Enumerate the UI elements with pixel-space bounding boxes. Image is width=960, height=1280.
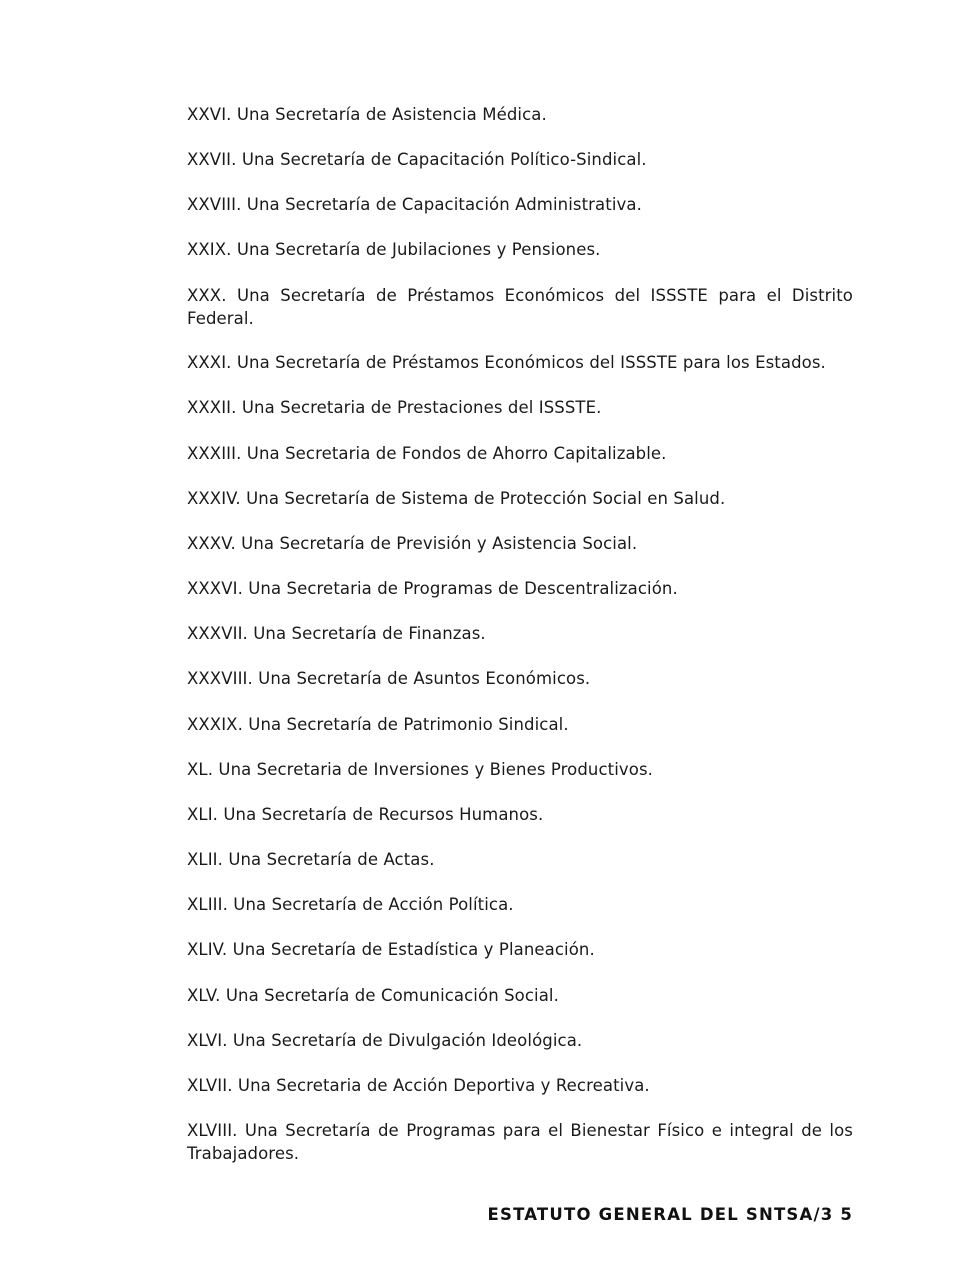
- list-item: XXXIX. Una Secretaría de Patrimonio Sindical.: [187, 715, 569, 734]
- page-footer: ESTATUTO GENERAL DEL SNTSA/3 5: [487, 1205, 853, 1224]
- list-item: XXXV. Una Secretaría de Previsión y Asistencia Social.: [187, 534, 638, 553]
- list-item: XLIV. Una Secretaría de Estadística y Planeación.: [187, 940, 595, 959]
- list-item: XXVIII. Una Secretaría de Capacitación Administrativa.: [187, 195, 642, 214]
- list-item: XXXIII. Una Secretaria de Fondos de Ahorro Capitalizable.: [187, 444, 667, 463]
- list-item: XXX. Una Secretaría de Préstamos Económicos del ISSSTE para el Distrito Federal.: [187, 286, 853, 328]
- list-item: XXIX. Una Secretaría de Jubilaciones y Pensiones.: [187, 240, 601, 259]
- list-item: XLVIII. Una Secretaría de Programas para el Bienestar Físico e integral de los Trabajadores.: [187, 1121, 853, 1163]
- list-item: XXXI. Una Secretaría de Préstamos Económicos del ISSSTE para los Estados.: [187, 353, 826, 372]
- list-item: XXXVIII. Una Secretaría de Asuntos Económicos.: [187, 669, 591, 688]
- list-item: XLIII. Una Secretaría de Acción Política.: [187, 895, 514, 914]
- list-item: XXVI. Una Secretaría de Asistencia Médica.: [187, 105, 547, 124]
- list-item: XLII. Una Secretaría de Actas.: [187, 850, 435, 869]
- list-item: XXXII. Una Secretaria de Prestaciones del ISSSTE.: [187, 398, 602, 417]
- list-item: XLV. Una Secretaría de Comunicación Social.: [187, 986, 559, 1005]
- list-item: XL. Una Secretaria de Inversiones y Bienes Productivos.: [187, 760, 654, 779]
- list-item: XLVI. Una Secretaría de Divulgación Ideológica.: [187, 1031, 583, 1050]
- list-item: XLI. Una Secretaría de Recursos Humanos.: [187, 805, 544, 824]
- list-item: XXXVI. Una Secretaria de Programas de Descentralización.: [187, 579, 678, 598]
- list-item: XXXIV. Una Secretaría de Sistema de Protección Social en Salud.: [187, 489, 726, 508]
- list-item: XLVII. Una Secretaria de Acción Deportiva y Recreativa.: [187, 1076, 650, 1095]
- list-item: XXVII. Una Secretaría de Capacitación Político-Sindical.: [187, 150, 647, 169]
- list-item: XXXVII. Una Secretaría de Finanzas.: [187, 624, 486, 643]
